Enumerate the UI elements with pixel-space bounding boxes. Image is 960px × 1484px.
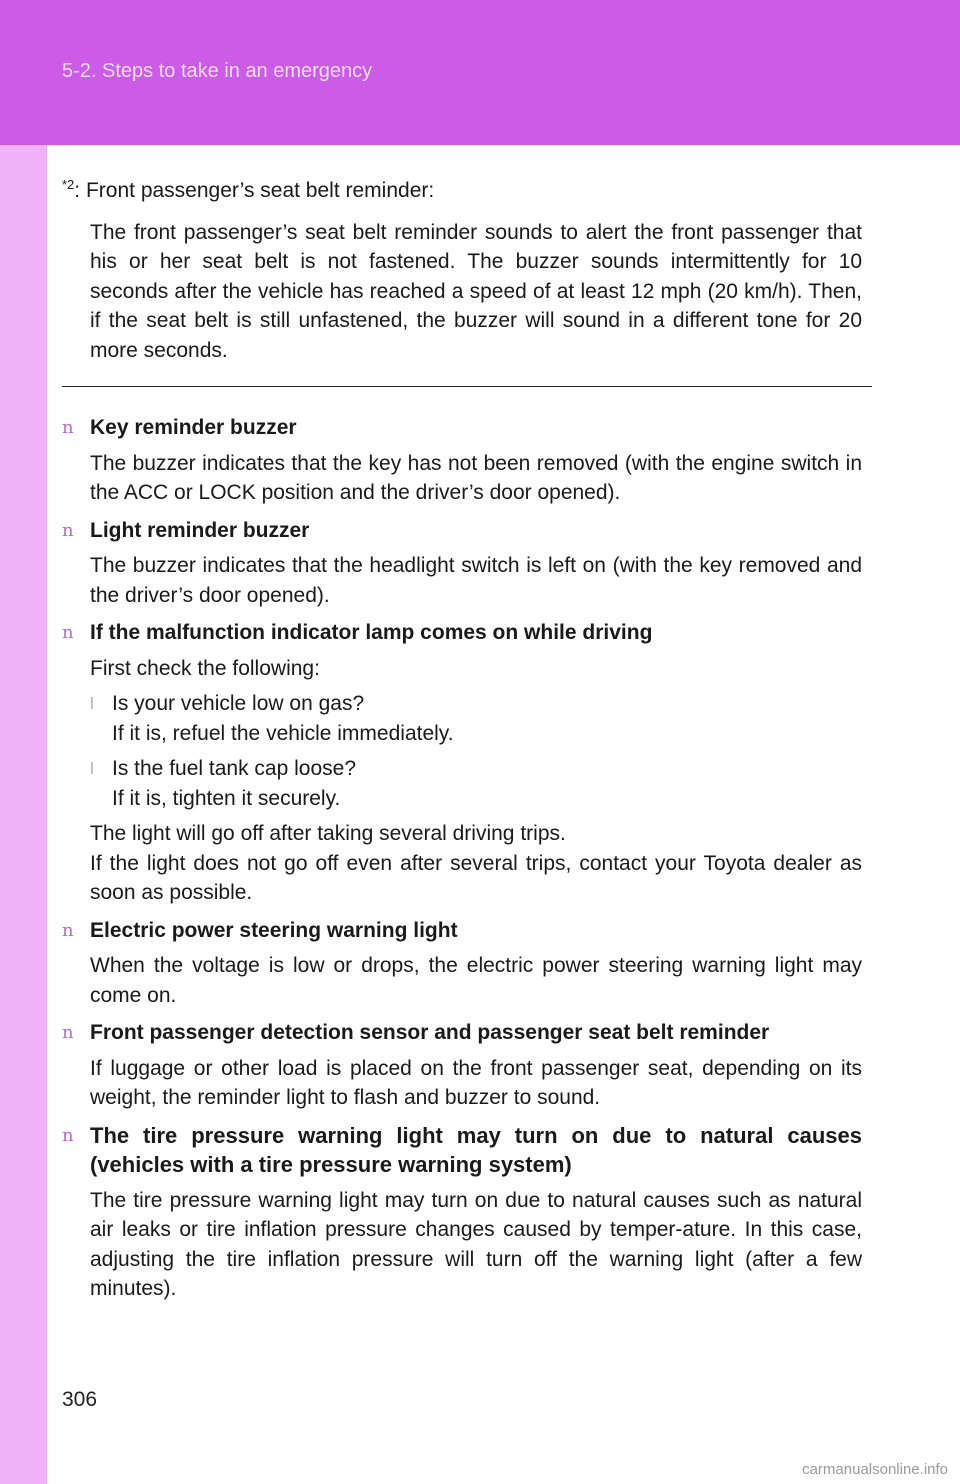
note-body: The buzzer indicates that the headlight switch is left on (with the key removed and the driver’s door opened). <box>90 554 862 607</box>
note-passenger-sensor <box>62 1018 862 1113</box>
footnote-block <box>62 170 862 365</box>
page-content <box>62 170 862 365</box>
bullet-square-icon: n <box>62 919 74 941</box>
note-intro: First check the following: <box>90 656 320 680</box>
note-outro: If the light does not go off even after several trips, contact your Toyota dealer as soon as possible. <box>90 851 862 904</box>
footnote-title: $^{*2}$: Front passenger’s seat belt reminder: <box>62 177 435 202</box>
note-outro: The light will go off after taking several driving trips. <box>90 822 566 845</box>
header-bar <box>0 0 960 145</box>
note-title: The tire pressure warning light may turn on due to natural causes (vehicles with a tire pressure warning system) <box>90 1122 862 1177</box>
section-divider <box>62 386 872 387</box>
note-light-reminder <box>62 516 862 611</box>
note-body: When the voltage is low or drops, the electric power steering warning light may come on. <box>90 954 862 1007</box>
bullet-dot-icon: l <box>90 694 94 713</box>
side-tab-strip <box>0 145 47 1484</box>
bullet-square-icon: n <box>62 622 74 643</box>
bullet-square-icon: n <box>62 1124 74 1146</box>
note-malfunction-lamp <box>62 618 862 908</box>
bullet-square-icon: n <box>62 519 74 541</box>
watermark-url[interactable]: carmanualsonline.info <box>802 1461 948 1478</box>
section-title: 5-2. Steps to take in an emergency <box>62 60 373 82</box>
note-body: The buzzer indicates that the key has not been removed (with the engine switch in the ACC or LOCK position and the driver’s door opened). <box>90 451 862 504</box>
bullet-square-icon: n <box>62 1022 74 1043</box>
notes-list <box>62 413 862 1304</box>
bullet-square-icon: n <box>62 417 74 438</box>
check-item: l Is the fuel tank cap loose? If it is, tighten it securely. <box>62 754 862 813</box>
note-body: The tire pressure warning light may turn on due to natural causes such as natural air leaks or tire inflation pressure changes caused by temper-ature. In this case, adjusting the tire inflation pressure will turn off the warning light (after a few minutes). <box>90 1188 862 1300</box>
note-title: Electric power steering warning light <box>90 918 458 942</box>
note-body: If luggage or other load is placed on the front passenger seat, depending on its weight, the reminder light to flash and buzzer to sound. <box>90 1056 862 1109</box>
note-title: Key reminder buzzer <box>90 416 297 439</box>
page-number: 306 <box>62 1388 98 1411</box>
note-key-reminder <box>62 413 862 508</box>
bullet-dot-icon: l <box>90 759 94 778</box>
check-item: l Is your vehicle low on gas? If it is, refuel the vehicle immediately. <box>62 689 862 748</box>
note-tire-pressure <box>62 1121 862 1304</box>
note-title: Front passenger detection sensor and passenger seat belt reminder <box>90 1021 770 1044</box>
note-title: If the malfunction indicator lamp comes on while driving <box>90 621 653 644</box>
footnote-marker: *2 <box>62 177 75 192</box>
note-title: Light reminder buzzer <box>90 518 310 542</box>
footnote-body: The front passenger’s seat belt reminder sounds to alert the front passenger that his or her seat belt is not fastened. The buzzer sounds intermittently for 10 seconds after the vehicle has reached a speed of at least 12 mph (20 km/h). Then, if the seat belt is still unfastened, the buzzer will sound in a different tone for 20 more seconds. <box>90 220 862 362</box>
note-eps-warning <box>62 916 862 1011</box>
